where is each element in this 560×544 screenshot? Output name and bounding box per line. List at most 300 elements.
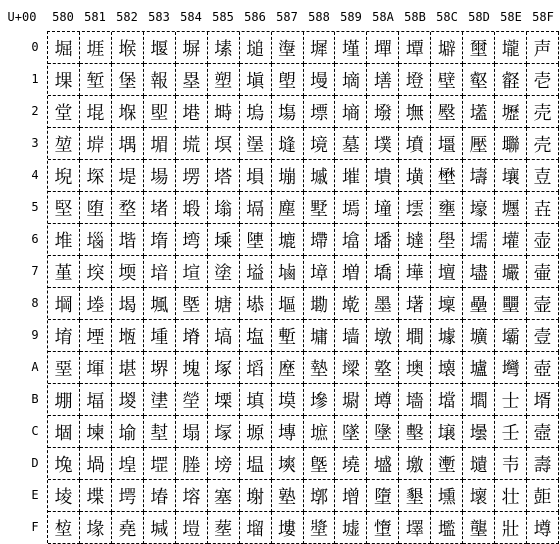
glyph-cell: 塽 [272, 448, 304, 480]
glyph-cell: 塈 [176, 288, 208, 320]
glyph-cell: 堘 [80, 288, 112, 320]
glyph-cell: 堕 [80, 192, 112, 224]
glyph-cell: 塯 [240, 512, 272, 544]
glyph-cell: 墏 [304, 512, 336, 544]
glyph-cell: 壆 [431, 224, 463, 256]
glyph-cell: 堊 [48, 352, 80, 384]
glyph-cell: 塥 [240, 192, 272, 224]
glyph-cell: 壠 [495, 32, 527, 64]
glyph-cell: 墮 [367, 480, 399, 512]
row-header: 6 [31, 232, 39, 246]
glyph-cell: 壂 [431, 96, 463, 128]
glyph-cell: 壦 [495, 224, 527, 256]
glyph-cell: 壪 [495, 352, 527, 384]
glyph-cell: 壥 [495, 192, 527, 224]
glyph-cell: 墝 [335, 448, 367, 480]
glyph-cell: 墍 [304, 448, 336, 480]
glyph-cell: 塂 [176, 96, 208, 128]
glyph-cell: 壅 [431, 192, 463, 224]
glyph-cell: 塧 [240, 256, 272, 288]
glyph-cell: 壀 [431, 32, 463, 64]
glyph-cell: 塴 [272, 160, 304, 192]
glyph-cell: 堹 [144, 320, 176, 352]
glyph-cell: 墐 [335, 32, 367, 64]
column-header: 582 [116, 10, 138, 24]
glyph-cell: 墼 [399, 416, 431, 448]
glyph-cell: 塜 [208, 416, 240, 448]
glyph-cell: 堫 [112, 384, 144, 416]
glyph-cell: 墯 [367, 512, 399, 544]
glyph-cell: 墂 [304, 96, 336, 128]
glyph-cell: 壸 [527, 288, 559, 320]
glyph-cell: 壹 [527, 320, 559, 352]
glyph-cell: 売 [527, 96, 559, 128]
glyph-cell: 墸 [399, 288, 431, 320]
glyph-cell: 壣 [495, 128, 527, 160]
glyph-cell: 塓 [208, 128, 240, 160]
glyph-cell: 堂 [48, 96, 80, 128]
glyph-cell: 墠 [367, 32, 399, 64]
glyph-cell: 堽 [144, 448, 176, 480]
glyph-cell: 增 [335, 480, 367, 512]
glyph-cell: 壡 [495, 64, 527, 96]
glyph-cell: 壾 [527, 480, 559, 512]
glyph-cell: 墅 [304, 192, 336, 224]
glyph-cell: 堡 [112, 64, 144, 96]
glyph-cell: 墁 [304, 64, 336, 96]
glyph-cell: 塻 [272, 384, 304, 416]
glyph-cell: 墰 [399, 32, 431, 64]
glyph-cell: 壩 [495, 320, 527, 352]
glyph-cell: 壉 [431, 320, 463, 352]
glyph-cell: 堚 [80, 352, 112, 384]
glyph-cell: 壞 [463, 480, 495, 512]
glyph-cell: 壴 [527, 160, 559, 192]
glyph-cell: 壎 [431, 480, 463, 512]
glyph-cell: 塺 [272, 352, 304, 384]
glyph-cell: 壻 [527, 384, 559, 416]
glyph-cell: 塱 [272, 64, 304, 96]
glyph-cell: 塰 [272, 32, 304, 64]
grid-row [48, 224, 559, 256]
row-header: 1 [31, 72, 39, 86]
glyph-cell: 墹 [399, 320, 431, 352]
glyph-cell: 壼 [527, 416, 559, 448]
glyph-cell: 墙 [335, 320, 367, 352]
glyph-cell: 壇 [431, 256, 463, 288]
glyph-cell: 塔 [208, 160, 240, 192]
row-header: 3 [31, 136, 39, 150]
glyph-cell: 堵 [144, 192, 176, 224]
glyph-cell: 墽 [399, 448, 431, 480]
glyph-cell: 堿 [144, 512, 176, 544]
glyph-cell: 壮 [495, 480, 527, 512]
grid-row [48, 352, 559, 384]
glyph-cell: 墎 [304, 480, 336, 512]
glyph-cell: 堉 [48, 320, 80, 352]
row-header: 0 [31, 40, 39, 54]
glyph-cell: 壔 [463, 160, 495, 192]
glyph-cell: 壯 [495, 512, 527, 544]
glyph-cell: 増 [335, 256, 367, 288]
glyph-cell: 塖 [208, 224, 240, 256]
glyph-cell: 壶 [527, 224, 559, 256]
glyph-cell: 塦 [240, 224, 272, 256]
glyph-cell: 墬 [367, 416, 399, 448]
glyph-cell: 塝 [208, 448, 240, 480]
glyph-cell: 壨 [495, 288, 527, 320]
glyph-cell: 堯 [112, 512, 144, 544]
row-header: A [31, 360, 39, 374]
glyph-cell: 壗 [463, 256, 495, 288]
column-header: 585 [212, 10, 234, 24]
glyph-cell: 堓 [80, 128, 112, 160]
glyph-cell: 壵 [527, 192, 559, 224]
column-header: 58B [404, 10, 426, 24]
glyph-cell: 堨 [112, 288, 144, 320]
glyph-cell: 壖 [463, 224, 495, 256]
glyph-cell: 壝 [463, 448, 495, 480]
glyph-cell: 塩 [240, 320, 272, 352]
glyph-cell: 墆 [304, 224, 336, 256]
glyph-cell: 墓 [335, 128, 367, 160]
grid-row [48, 512, 559, 544]
glyph-cell: 塀 [176, 32, 208, 64]
glyph-cell: 塚 [208, 352, 240, 384]
glyph-cell: 堄 [48, 160, 80, 192]
row-header: 4 [31, 168, 39, 182]
glyph-cell: 塷 [272, 256, 304, 288]
glyph-cell: 塸 [272, 288, 304, 320]
glyph-cell: 堬 [112, 416, 144, 448]
glyph-cell: 塿 [272, 512, 304, 544]
glyph-cell: 壺 [527, 352, 559, 384]
glyph-cell: 壚 [463, 352, 495, 384]
glyph-cell: 墥 [367, 192, 399, 224]
glyph-cell: 墕 [335, 192, 367, 224]
glyph-cell: 墺 [399, 352, 431, 384]
glyph-cell: 壓 [463, 128, 495, 160]
glyph-cell: 堆 [48, 224, 80, 256]
grid-row [48, 192, 559, 224]
grid-row [48, 128, 559, 160]
grid-row [48, 416, 559, 448]
column-header: 58D [468, 10, 490, 24]
row-header: 7 [31, 264, 39, 278]
glyph-cell: 堟 [80, 512, 112, 544]
glyph-cell: 塍 [176, 448, 208, 480]
glyph-cell: 塮 [240, 480, 272, 512]
glyph-cell: 塬 [240, 416, 272, 448]
glyph-cell: 堣 [112, 128, 144, 160]
glyph-cell: 堏 [48, 512, 80, 544]
column-header: 58E [500, 10, 522, 24]
column-header: 588 [308, 10, 330, 24]
glyph-cell: 壽 [527, 448, 559, 480]
glyph-cell: 壈 [431, 288, 463, 320]
glyph-cell: 堝 [80, 448, 112, 480]
glyph-cell: 塘 [208, 288, 240, 320]
glyph-cell: 壌 [431, 416, 463, 448]
glyph-cell: 墑 [335, 64, 367, 96]
column-header: 583 [148, 10, 170, 24]
glyph-cell: 墵 [399, 192, 431, 224]
glyph-cell: 塌 [176, 416, 208, 448]
glyph-cell: 声 [527, 32, 559, 64]
glyph-cell: 塑 [208, 64, 240, 96]
grid-row [48, 64, 559, 96]
glyph-cell: 堇 [48, 256, 80, 288]
glyph-cell: 塐 [208, 32, 240, 64]
grid-row [48, 96, 559, 128]
glyph-cell: 墉 [304, 320, 336, 352]
column-header: 58C [436, 10, 458, 24]
glyph-cell: 塉 [176, 320, 208, 352]
glyph-cell: 塶 [272, 224, 304, 256]
glyph-cell: 堅 [48, 192, 80, 224]
glyph-cell: 堠 [112, 32, 144, 64]
glyph-cell: 墴 [399, 160, 431, 192]
codepoint-prefix-label: U+00 [7, 10, 37, 24]
glyph-cell: 壃 [431, 128, 463, 160]
glyph-cell: 壘 [463, 288, 495, 320]
glyph-cell: 墿 [399, 512, 431, 544]
glyph-cell: 堑 [80, 64, 112, 96]
glyph-cell: 墱 [399, 64, 431, 96]
glyph-cell: 墟 [335, 512, 367, 544]
glyph-cell: 堼 [144, 416, 176, 448]
glyph-cell: 堎 [48, 480, 80, 512]
glyph-cell: 墋 [304, 384, 336, 416]
glyph-cell: 塾 [272, 480, 304, 512]
grid-row [48, 320, 559, 352]
glyph-cell: 壷 [527, 256, 559, 288]
column-header: 581 [84, 10, 106, 24]
glyph-cell: 壙 [463, 320, 495, 352]
row-header: F [31, 520, 39, 534]
glyph-cell: 堍 [48, 448, 80, 480]
glyph-cell: 塆 [176, 224, 208, 256]
glyph-cell: 塤 [240, 160, 272, 192]
glyph-cell: 壭 [495, 448, 527, 480]
glyph-cell: 堦 [112, 224, 144, 256]
glyph-cell: 堳 [144, 128, 176, 160]
glyph-cell: 堪 [112, 352, 144, 384]
glyph-cell: 塪 [240, 352, 272, 384]
glyph-cell: 塲 [272, 96, 304, 128]
glyph-cell: 墊 [304, 352, 336, 384]
glyph-cell: 墭 [367, 448, 399, 480]
glyph-cell: 墒 [335, 96, 367, 128]
glyph-cell: 堾 [144, 480, 176, 512]
glyph-cell: 墖 [335, 224, 367, 256]
glyph-cell: 墔 [335, 160, 367, 192]
glyph-cell: 墳 [399, 128, 431, 160]
glyph-cell: 堤 [112, 160, 144, 192]
glyph-cell: 堐 [80, 32, 112, 64]
glyph-cell: 場 [144, 160, 176, 192]
glyph-cell: 堋 [48, 384, 80, 416]
grid-row [48, 256, 559, 288]
row-header: C [31, 424, 39, 438]
glyph-cell: 塏 [176, 512, 208, 544]
glyph-cell: 堀 [48, 32, 80, 64]
glyph-cell: 塡 [240, 64, 272, 96]
glyph-cell: 壤 [495, 160, 527, 192]
glyph-cell: 塨 [240, 288, 272, 320]
column-header: 58F [532, 10, 554, 24]
glyph-cell: 壢 [495, 96, 527, 128]
glyph-cell: 塕 [208, 192, 240, 224]
row-header: D [31, 456, 39, 470]
glyph-cell: 墾 [399, 480, 431, 512]
glyph-cell: 堞 [80, 480, 112, 512]
glyph-cell: 墻 [399, 384, 431, 416]
glyph-cell: 壒 [463, 96, 495, 128]
glyph-cell: 塣 [240, 128, 272, 160]
glyph-cell: 塄 [176, 160, 208, 192]
glyph-cell: 墌 [304, 416, 336, 448]
glyph-cell: 堌 [48, 416, 80, 448]
glyph-cell: 塼 [272, 416, 304, 448]
glyph-cell: 墚 [335, 352, 367, 384]
glyph-cell: 堃 [48, 128, 80, 160]
grid-row [48, 448, 559, 480]
glyph-cell: 墦 [367, 224, 399, 256]
glyph-cell: 塢 [240, 96, 272, 128]
glyph-cell: 堔 [80, 160, 112, 192]
character-grid [47, 31, 559, 543]
glyph-cell: 墧 [367, 256, 399, 288]
glyph-cell: 堲 [144, 96, 176, 128]
glyph-cell: 塹 [272, 320, 304, 352]
glyph-cell: 墤 [367, 160, 399, 192]
grid-row [48, 480, 559, 512]
glyph-cell: 堮 [112, 480, 144, 512]
glyph-cell: 堁 [48, 64, 80, 96]
glyph-cell: 墷 [399, 256, 431, 288]
row-header: 8 [31, 296, 39, 310]
glyph-cell: 墲 [399, 96, 431, 128]
glyph-cell: 堛 [80, 384, 112, 416]
glyph-cell: 墜 [335, 416, 367, 448]
glyph-cell: 堰 [144, 32, 176, 64]
glyph-cell: 壐 [463, 32, 495, 64]
glyph-cell: 堈 [48, 288, 80, 320]
glyph-cell: 塃 [176, 128, 208, 160]
glyph-cell: 墩 [367, 320, 399, 352]
glyph-cell: 士 [495, 384, 527, 416]
glyph-cell: 墈 [304, 288, 336, 320]
glyph-cell: 壱 [527, 64, 559, 96]
glyph-cell: 壊 [431, 352, 463, 384]
glyph-cell: 堙 [80, 320, 112, 352]
grid-row [48, 160, 559, 192]
glyph-cell: 墫 [367, 384, 399, 416]
glyph-cell: 堶 [144, 224, 176, 256]
glyph-cell: 塊 [176, 352, 208, 384]
glyph-cell: 壬 [495, 416, 527, 448]
glyph-cell: 塙 [208, 320, 240, 352]
glyph-cell: 墛 [335, 384, 367, 416]
glyph-cell: 堥 [112, 192, 144, 224]
glyph-cell: 壋 [431, 384, 463, 416]
glyph-cell: 堺 [144, 352, 176, 384]
glyph-cell: 報 [144, 64, 176, 96]
glyph-cell: 墀 [304, 32, 336, 64]
glyph-cell: 壑 [463, 64, 495, 96]
glyph-cell: 壁 [431, 64, 463, 96]
glyph-cell: 墶 [399, 224, 431, 256]
column-header: 584 [180, 10, 202, 24]
glyph-cell: 塒 [208, 96, 240, 128]
glyph-cell: 堸 [144, 288, 176, 320]
glyph-cell: 壿 [527, 512, 559, 544]
glyph-cell: 壄 [431, 160, 463, 192]
column-header: 589 [340, 10, 362, 24]
glyph-cell: 塵 [272, 192, 304, 224]
glyph-cell: 塎 [176, 480, 208, 512]
glyph-cell: 壧 [495, 256, 527, 288]
glyph-cell: 塋 [176, 384, 208, 416]
column-header: 586 [244, 10, 266, 24]
glyph-cell: 墄 [304, 160, 336, 192]
glyph-cell: 境 [304, 128, 336, 160]
glyph-cell: 墢 [367, 96, 399, 128]
glyph-cell: 塅 [176, 192, 208, 224]
grid-row [48, 32, 559, 64]
row-header: 2 [31, 104, 39, 118]
glyph-cell: 墡 [367, 64, 399, 96]
glyph-cell: 填 [240, 384, 272, 416]
row-header: 9 [31, 328, 39, 342]
glyph-cell: 塞 [208, 480, 240, 512]
glyph-cell: 塠 [240, 32, 272, 64]
glyph-cell: 堩 [112, 320, 144, 352]
column-header: 587 [276, 10, 298, 24]
glyph-cell: 堢 [112, 96, 144, 128]
row-header: B [31, 392, 39, 406]
glyph-cell: 堗 [80, 256, 112, 288]
glyph-cell: 堜 [80, 416, 112, 448]
glyph-cell: 壟 [463, 512, 495, 544]
glyph-cell: 墣 [367, 128, 399, 160]
glyph-cell: 塗 [208, 256, 240, 288]
glyph-cell: 塳 [272, 128, 304, 160]
glyph-cell: 塭 [240, 448, 272, 480]
glyph-cell: 堷 [144, 256, 176, 288]
glyph-cell: 墘 [335, 288, 367, 320]
glyph-cell: 堖 [80, 224, 112, 256]
glyph-cell: 塟 [208, 512, 240, 544]
glyph-cell: 堭 [112, 448, 144, 480]
glyph-cell: 堒 [80, 96, 112, 128]
glyph-cell: 塁 [176, 64, 208, 96]
glyph-cell: 墪 [367, 352, 399, 384]
glyph-cell: 塇 [176, 256, 208, 288]
grid-row [48, 384, 559, 416]
glyph-cell: 塛 [208, 384, 240, 416]
column-header: 58A [372, 10, 394, 24]
glyph-cell: 壜 [463, 416, 495, 448]
glyph-cell: 墨 [367, 288, 399, 320]
glyph-cell: 墇 [304, 256, 336, 288]
row-header: E [31, 488, 39, 502]
glyph-cell: 壕 [463, 192, 495, 224]
grid-row [48, 288, 559, 320]
glyph-cell: 壛 [463, 384, 495, 416]
glyph-cell: 堧 [112, 256, 144, 288]
